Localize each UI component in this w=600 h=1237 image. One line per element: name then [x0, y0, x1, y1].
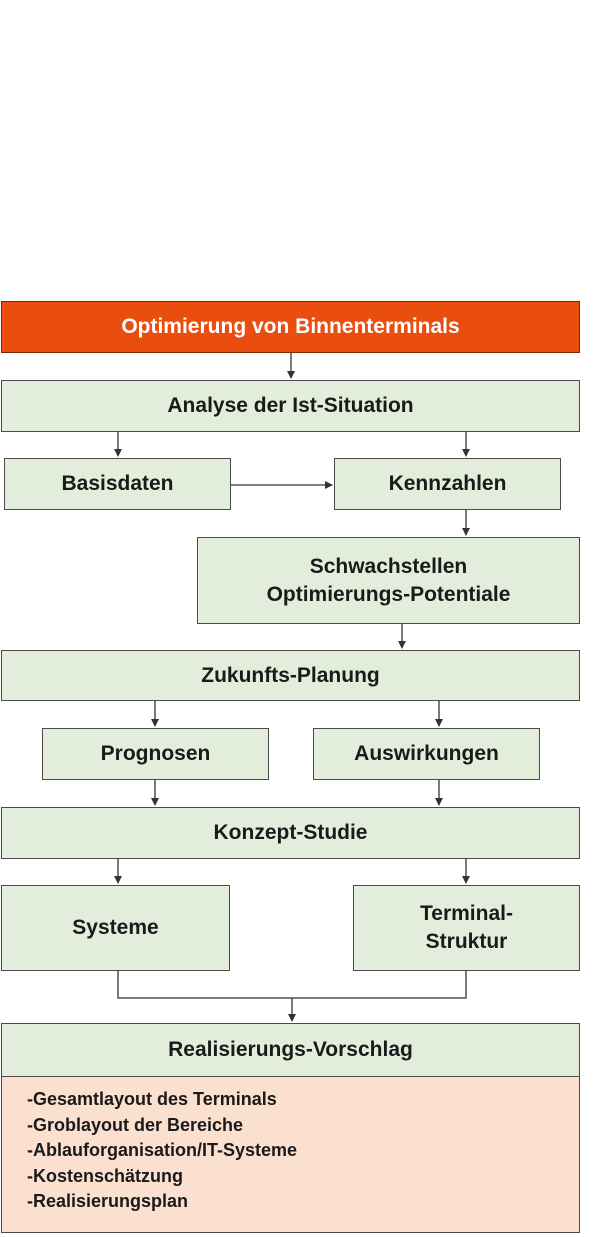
node-systeme-label: Systeme — [72, 916, 159, 939]
node-kennzahlen-label: Kennzahlen — [388, 472, 507, 495]
detail-item: -Gesamtlayout des Terminals — [27, 1089, 277, 1109]
detail-item: -Ablauforganisation/IT-Systeme — [27, 1140, 298, 1160]
node-realisierung-label: Realisierungs-Vorschlag — [168, 1038, 413, 1061]
node-schwachstellen-line-2: Optimierungs-Potentiale — [266, 582, 511, 606]
node-terminal-line-2: Struktur — [425, 930, 508, 953]
edge-terminal-to-realisierung — [292, 971, 466, 1021]
node-prognosen-label: Prognosen — [100, 742, 211, 765]
edge-systeme-to-realisierung — [118, 971, 292, 998]
node-auswirkungen-label: Auswirkungen — [354, 742, 499, 765]
node-konzept-label: Konzept-Studie — [213, 821, 368, 844]
node-basisdaten-label: Basisdaten — [61, 472, 174, 495]
detail-item: -Kostenschätzung — [27, 1165, 184, 1186]
node-analyse-label: Analyse der Ist-Situation — [167, 394, 414, 417]
node-zukunft-label: Zukunfts-Planung — [201, 663, 380, 687]
detail-item: -Groblayout der Bereiche — [27, 1114, 244, 1135]
node-schwachstellen-line-1: Schwachstellen — [309, 554, 468, 578]
title-label: Optimierung von Binnenterminals — [121, 315, 460, 338]
detail-item: -Realisierungsplan — [27, 1191, 189, 1211]
node-terminal-line-1: Terminal- — [420, 902, 513, 925]
